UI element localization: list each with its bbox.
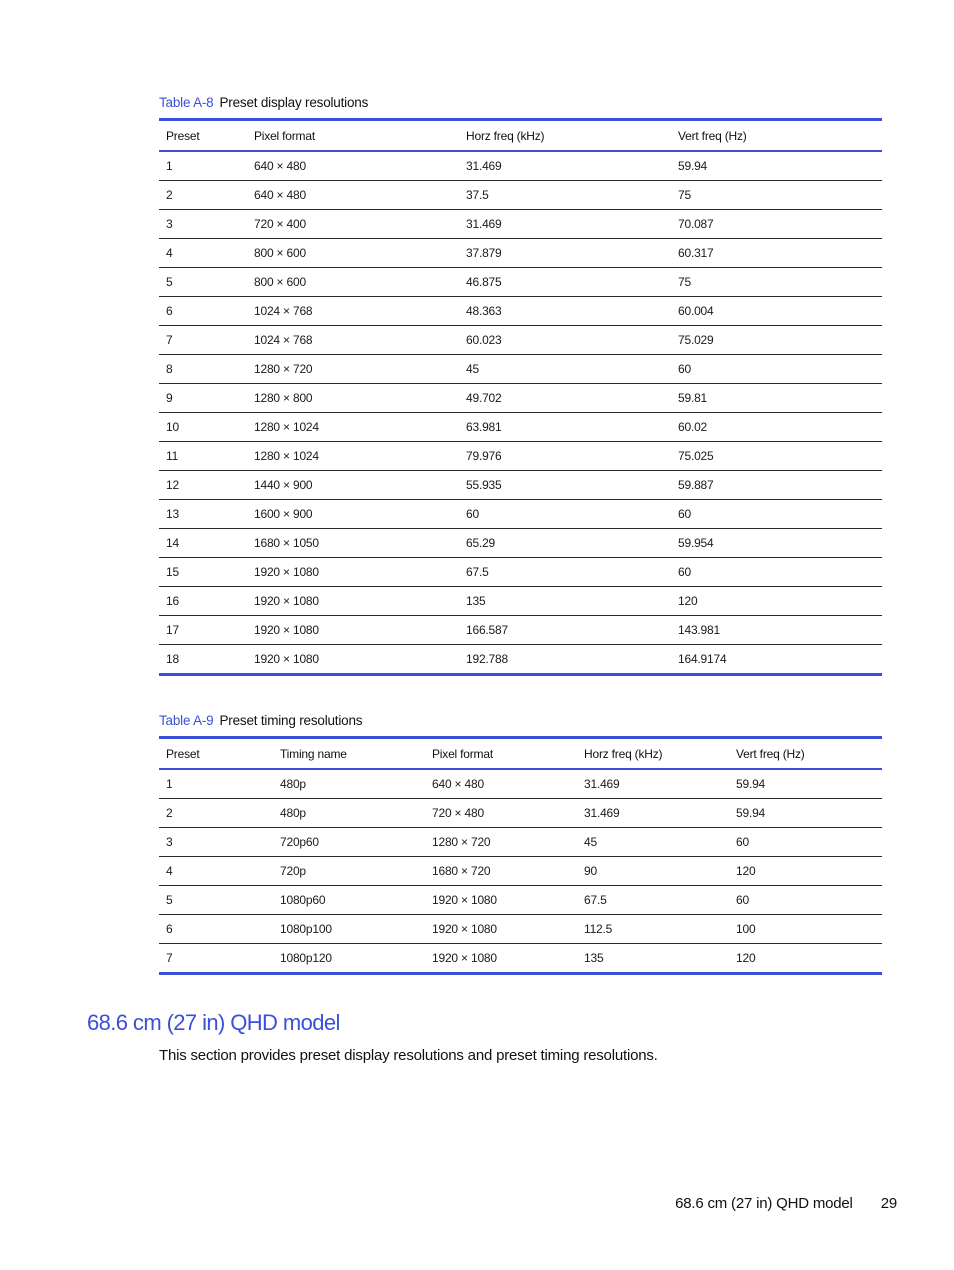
table-cell: 11 xyxy=(159,442,247,471)
table-cell: 31.469 xyxy=(577,769,729,799)
column-header: Preset xyxy=(159,738,273,770)
page-number: 29 xyxy=(880,1195,897,1212)
table-cell: 6 xyxy=(159,915,273,944)
table-row xyxy=(159,151,882,181)
table-cell: 59.94 xyxy=(729,799,882,828)
table-cell: 5 xyxy=(159,886,273,915)
table-a8-caption xyxy=(159,95,368,110)
table-cell: 1920 × 1080 xyxy=(425,915,577,944)
table-a8-label: Table A-8 xyxy=(159,95,214,110)
table-header-row xyxy=(159,738,882,770)
table-cell: 60 xyxy=(459,500,671,529)
table-cell: 60 xyxy=(729,828,882,857)
table-row xyxy=(159,529,882,558)
table-cell: 46.875 xyxy=(459,268,671,297)
table-cell: 4 xyxy=(159,857,273,886)
table-cell: 1680 × 720 xyxy=(425,857,577,886)
table-cell: 60.004 xyxy=(671,297,882,326)
table-cell: 143.981 xyxy=(671,616,882,645)
table-cell: 1920 × 1080 xyxy=(247,558,459,587)
table-cell: 90 xyxy=(577,857,729,886)
table-cell: 100 xyxy=(729,915,882,944)
table-cell: 1920 × 1080 xyxy=(254,652,319,666)
table-row xyxy=(159,413,882,442)
table-row xyxy=(159,828,882,857)
table-cell: 10 xyxy=(159,413,247,442)
table-cell: 60.02 xyxy=(671,413,882,442)
table-cell: 67.5 xyxy=(459,558,671,587)
table-cell: 31.469 xyxy=(459,151,671,181)
table-cell: 1080p120 xyxy=(280,951,332,965)
table-row xyxy=(159,587,882,616)
table-cell: 55.935 xyxy=(459,471,671,500)
column-header: Horz freq (kHz) xyxy=(577,738,729,770)
table-cell: 17 xyxy=(159,616,247,645)
table-cell: 70.087 xyxy=(671,210,882,239)
table-a9-label: Table A-9 xyxy=(159,713,214,728)
table-header-row xyxy=(159,120,882,152)
table-cell: 60 xyxy=(729,886,882,915)
table-cell: 1024 × 768 xyxy=(247,326,459,355)
column-header: Timing name xyxy=(273,738,425,770)
table-cell: 59.954 xyxy=(671,529,882,558)
table-cell: 1280 × 800 xyxy=(247,384,459,413)
table-cell: 1440 × 900 xyxy=(247,471,459,500)
table-cell: 63.981 xyxy=(459,413,671,442)
table-a9-body xyxy=(159,769,882,974)
table-cell: 1680 × 1050 xyxy=(247,529,459,558)
table-cell: 4 xyxy=(159,239,247,268)
table-cell: 2 xyxy=(159,799,273,828)
table-cell: 60 xyxy=(671,355,882,384)
table-row xyxy=(159,471,882,500)
table-row xyxy=(159,210,882,239)
table-cell: 75 xyxy=(671,268,882,297)
table-cell: 192.788 xyxy=(466,652,508,666)
table-cell: 1280 × 720 xyxy=(425,828,577,857)
table-cell: 59.887 xyxy=(671,471,882,500)
table-cell: 45 xyxy=(459,355,671,384)
table-row xyxy=(159,355,882,384)
table-row xyxy=(159,769,882,799)
table-cell: 166.587 xyxy=(459,616,671,645)
table-cell: 2 xyxy=(159,181,247,210)
table-cell: 1024 × 768 xyxy=(247,297,459,326)
table-cell: 60 xyxy=(671,558,882,587)
table-cell: 1600 × 900 xyxy=(247,500,459,529)
table-row xyxy=(159,297,882,326)
table-cell: 48.363 xyxy=(459,297,671,326)
table-cell: 720 × 400 xyxy=(247,210,459,239)
table-cell: 3 xyxy=(159,210,247,239)
table-a8-header xyxy=(159,120,882,152)
table-cell: 720p60 xyxy=(273,828,425,857)
table-cell: 6 xyxy=(159,297,247,326)
table-cell: 16 xyxy=(159,587,247,616)
table-cell: 1080p60 xyxy=(273,886,425,915)
table-cell: 1280 × 1024 xyxy=(247,413,459,442)
table-cell: 31.469 xyxy=(459,210,671,239)
table-row xyxy=(159,239,882,268)
table-cell: 18 xyxy=(166,652,179,666)
table-a8-preset-display-resolutions xyxy=(159,118,882,676)
table-cell: 800 × 600 xyxy=(247,239,459,268)
table-cell: 720p xyxy=(273,857,425,886)
table-row xyxy=(159,616,882,645)
table-row xyxy=(159,558,882,587)
column-header: Horz freq (kHz) xyxy=(459,120,671,152)
table-cell: 1 xyxy=(159,151,247,181)
table-cell: 800 × 600 xyxy=(247,268,459,297)
column-header: Vert freq (Hz) xyxy=(729,738,882,770)
table-cell: 640 × 480 xyxy=(425,769,577,799)
table-cell: 59.81 xyxy=(671,384,882,413)
table-cell: 1280 × 1024 xyxy=(247,442,459,471)
table-cell: 15 xyxy=(159,558,247,587)
table-cell: 60.023 xyxy=(459,326,671,355)
table-cell: 480p xyxy=(273,769,425,799)
table-row xyxy=(159,181,882,210)
footer-section-title: 68.6 cm (27 in) QHD model xyxy=(675,1195,853,1212)
table-cell: 37.5 xyxy=(459,181,671,210)
table-row xyxy=(159,799,882,828)
table-row xyxy=(159,500,882,529)
table-cell: 120 xyxy=(736,951,756,965)
table-cell: 9 xyxy=(159,384,247,413)
column-header: Vert freq (Hz) xyxy=(671,120,882,152)
table-cell: 1 xyxy=(159,769,273,799)
table-cell: 135 xyxy=(584,951,604,965)
table-cell: 720 × 480 xyxy=(425,799,577,828)
table-row xyxy=(159,268,882,297)
table-cell: 14 xyxy=(159,529,247,558)
table-cell: 75.029 xyxy=(671,326,882,355)
table-cell: 1080p100 xyxy=(273,915,425,944)
table-cell: 7 xyxy=(159,326,247,355)
table-cell: 640 × 480 xyxy=(247,151,459,181)
table-cell: 1920 × 1080 xyxy=(432,951,497,965)
column-header: Pixel format xyxy=(425,738,577,770)
column-header: Preset xyxy=(159,120,247,152)
table-row xyxy=(159,857,882,886)
table-cell: 75.025 xyxy=(671,442,882,471)
table-cell: 67.5 xyxy=(577,886,729,915)
table-a8-title: Preset display resolutions xyxy=(219,95,369,110)
table-cell: 59.94 xyxy=(729,769,882,799)
table-cell: 135 xyxy=(459,587,671,616)
table-cell: 31.469 xyxy=(577,799,729,828)
table-cell: 45 xyxy=(577,828,729,857)
table-a8-body xyxy=(159,151,882,675)
table-cell: 120 xyxy=(729,857,882,886)
table-cell: 480p xyxy=(273,799,425,828)
section-heading: 68.6 cm (27 in) QHD model xyxy=(87,1010,340,1035)
table-a9-title: Preset timing resolutions xyxy=(219,713,363,728)
table-cell: 7 xyxy=(166,951,173,965)
table-cell: 12 xyxy=(159,471,247,500)
table-cell: 59.94 xyxy=(671,151,882,181)
table-cell: 1920 × 1080 xyxy=(247,616,459,645)
page-footer xyxy=(675,1195,897,1212)
table-row xyxy=(159,326,882,355)
table-a9-preset-timing-resolutions xyxy=(159,736,882,975)
table-cell: 164.9174 xyxy=(678,652,727,666)
table-cell: 13 xyxy=(159,500,247,529)
column-header: Pixel format xyxy=(247,120,459,152)
table-cell: 120 xyxy=(671,587,882,616)
table-cell: 1920 × 1080 xyxy=(425,886,577,915)
table-cell: 112.5 xyxy=(577,915,729,944)
table-cell: 1280 × 720 xyxy=(247,355,459,384)
table-row xyxy=(159,886,882,915)
table-row xyxy=(159,645,882,675)
table-cell: 3 xyxy=(159,828,273,857)
table-a9-caption xyxy=(159,713,362,728)
table-cell: 75 xyxy=(671,181,882,210)
table-row xyxy=(159,944,882,974)
table-cell: 60 xyxy=(671,500,882,529)
table-cell: 49.702 xyxy=(459,384,671,413)
table-row xyxy=(159,442,882,471)
table-cell: 65.29 xyxy=(459,529,671,558)
section-intro: This section provides preset display resolutions and preset timing resolutions. xyxy=(159,1047,658,1064)
table-a9-header xyxy=(159,738,882,770)
table-cell: 640 × 480 xyxy=(247,181,459,210)
table-cell: 79.976 xyxy=(459,442,671,471)
table-cell: 37.879 xyxy=(459,239,671,268)
table-cell: 5 xyxy=(159,268,247,297)
table-row xyxy=(159,384,882,413)
table-cell: 60.317 xyxy=(671,239,882,268)
table-cell: 1920 × 1080 xyxy=(247,587,459,616)
table-cell: 8 xyxy=(159,355,247,384)
table-row xyxy=(159,915,882,944)
